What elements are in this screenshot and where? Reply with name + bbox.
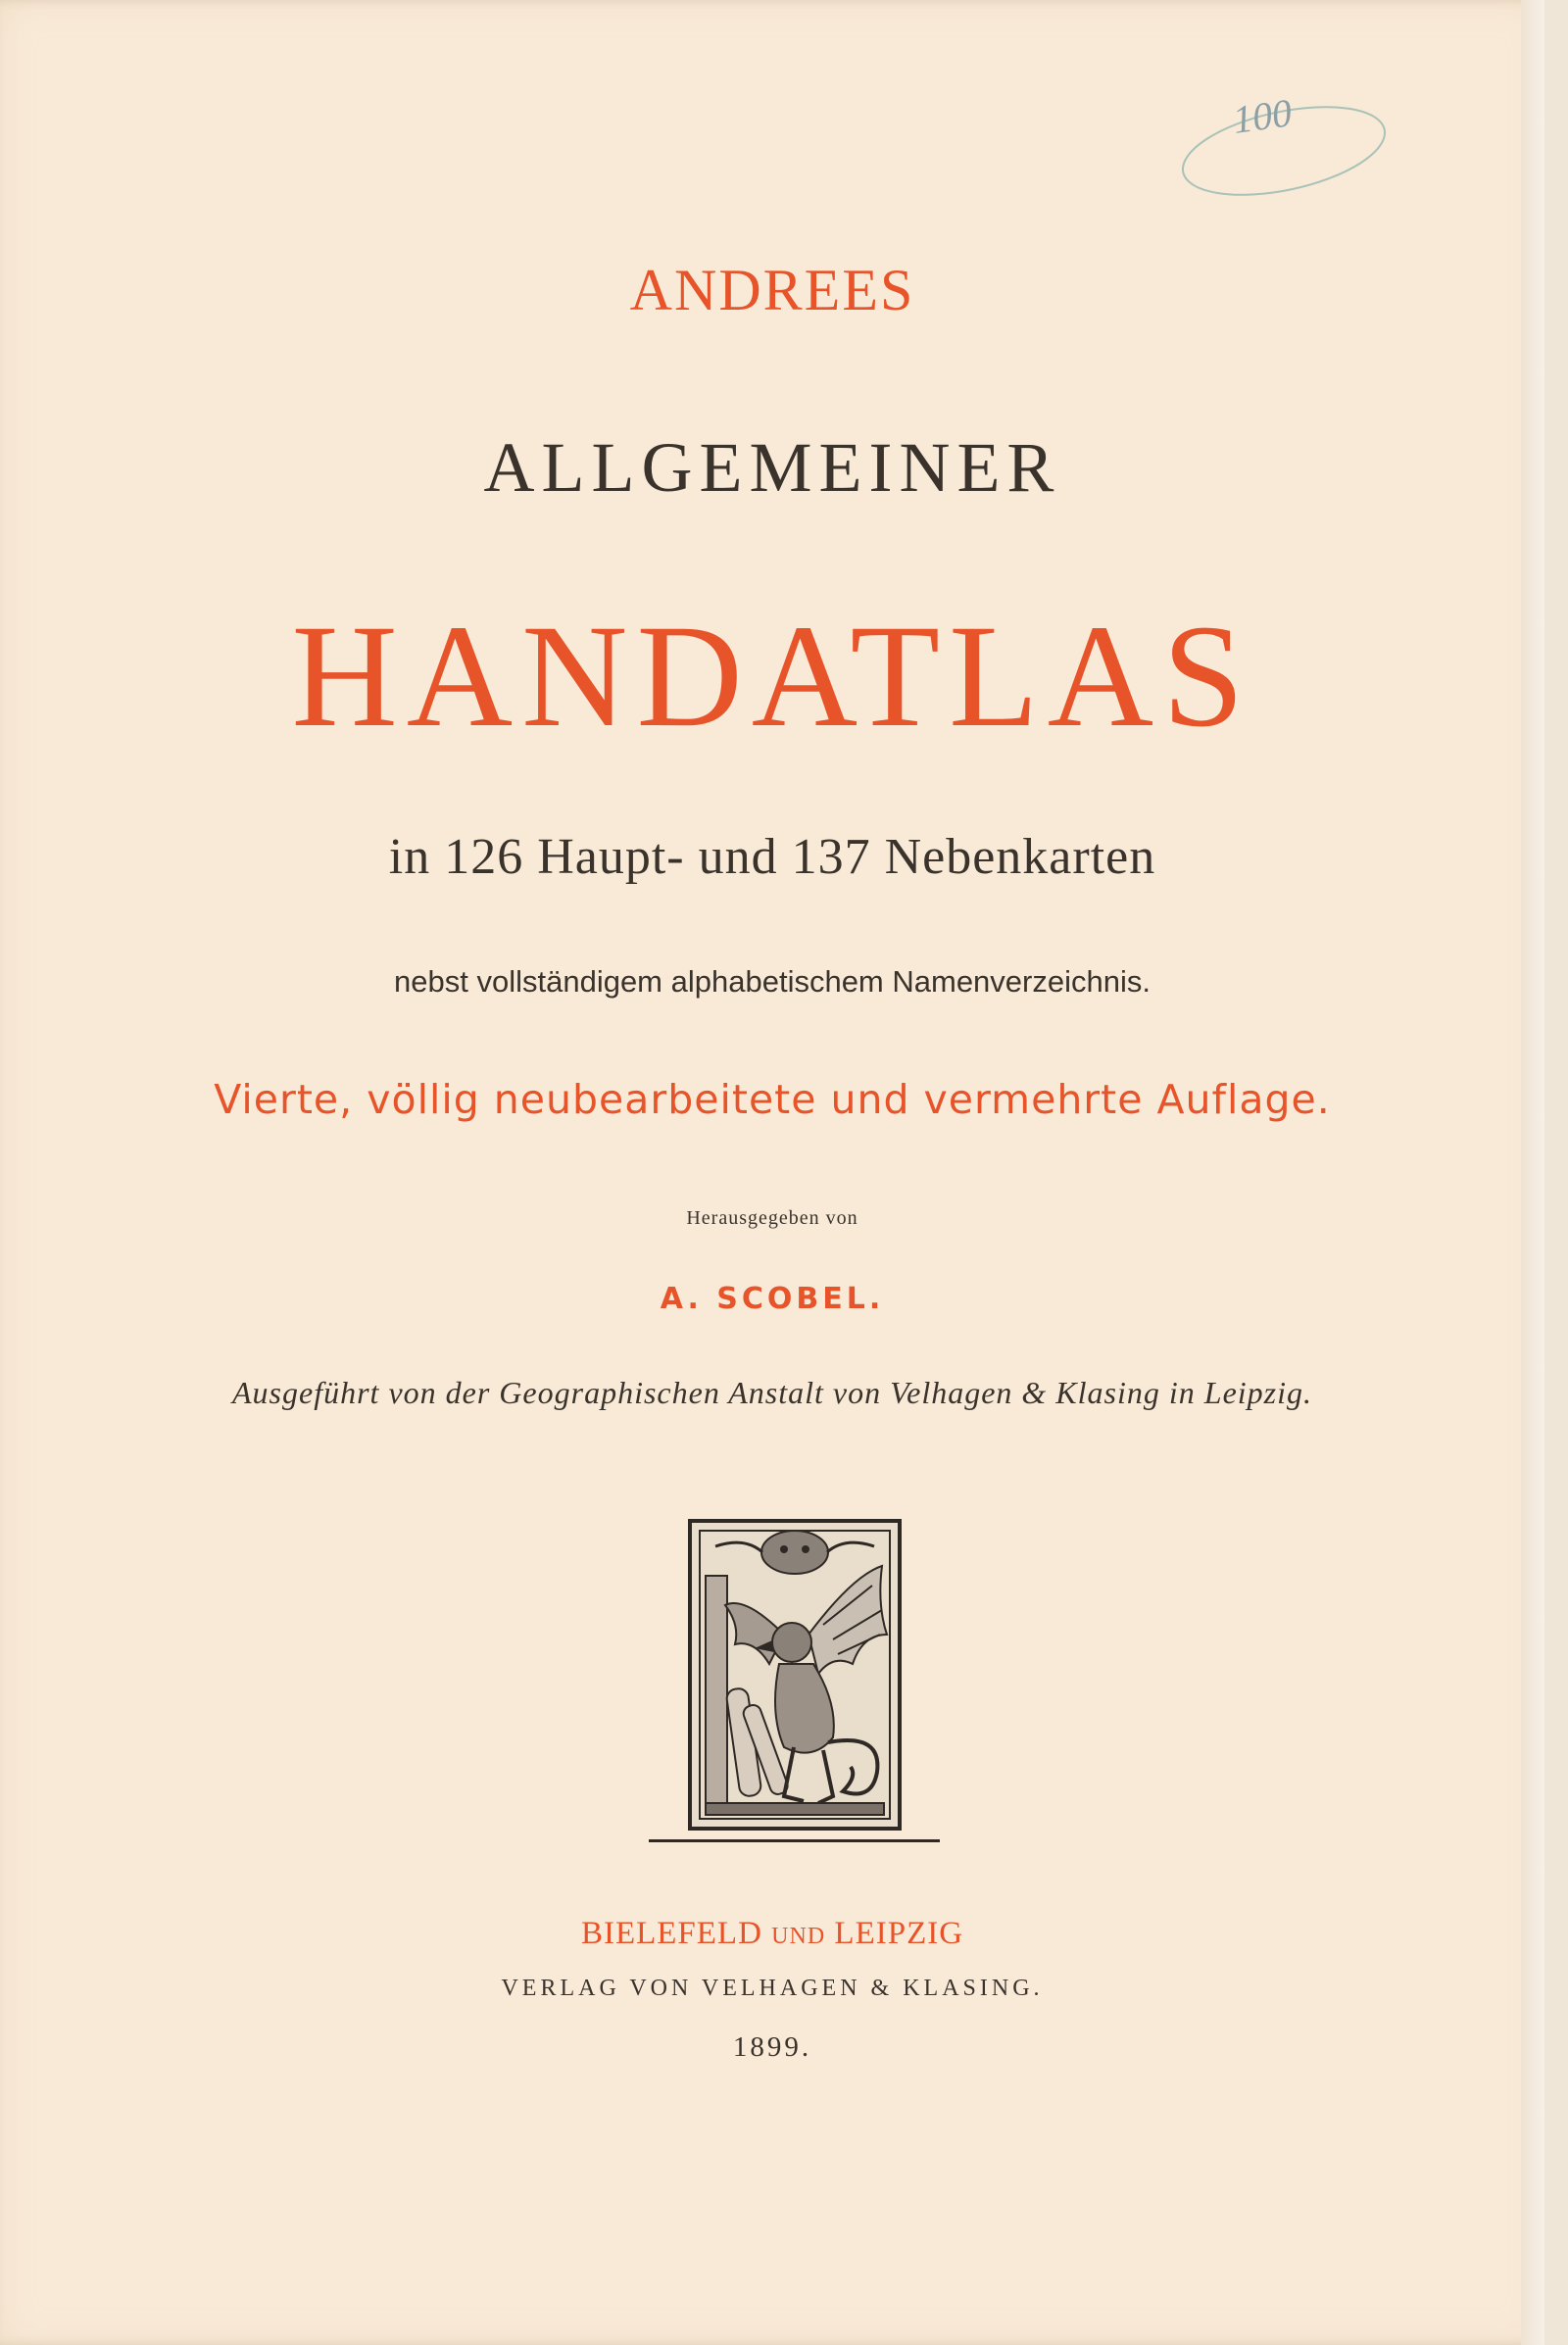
title-andrees: ANDREES	[629, 258, 915, 322]
imprint-year: 1899.	[732, 2031, 812, 2063]
imprint-publisher: VERLAG VON VELHAGEN & KLASING.	[501, 1976, 1044, 2001]
editor-intro: Herausgegeben von	[686, 1207, 858, 1229]
subtitle-index: nebst vollständigem alphabetischem Namenverzeichnis.	[394, 964, 1151, 999]
subtitle-maps-count: in 126 Haupt- und 137 Nebenkarten	[388, 829, 1156, 885]
execution-credit: Ausgeführt von der Geographischen Anstalt von Velhagen & Klasing in Leipzig.	[232, 1375, 1312, 1410]
imprint-cities	[0, 1916, 1544, 1952]
title-handatlas: HANDATLAS	[291, 595, 1253, 757]
emblem-rule	[649, 1839, 940, 1842]
inventory-number: 100	[1230, 90, 1295, 142]
edition-statement: Vierte, völlig neubearbeitete und vermehrte Auflage.	[214, 1076, 1331, 1123]
imprint-city-bielefeld: BIELEFELD	[580, 1916, 762, 1951]
imprint-und: UND	[771, 1924, 826, 1949]
griffin-emblem-icon	[686, 1517, 904, 1832]
imprint-city-leipzig: LEIPZIG	[834, 1916, 964, 1951]
editor-name: A. SCOBEL.	[660, 1282, 885, 1316]
title-allgemeiner: ALLGEMEINER	[483, 428, 1061, 507]
